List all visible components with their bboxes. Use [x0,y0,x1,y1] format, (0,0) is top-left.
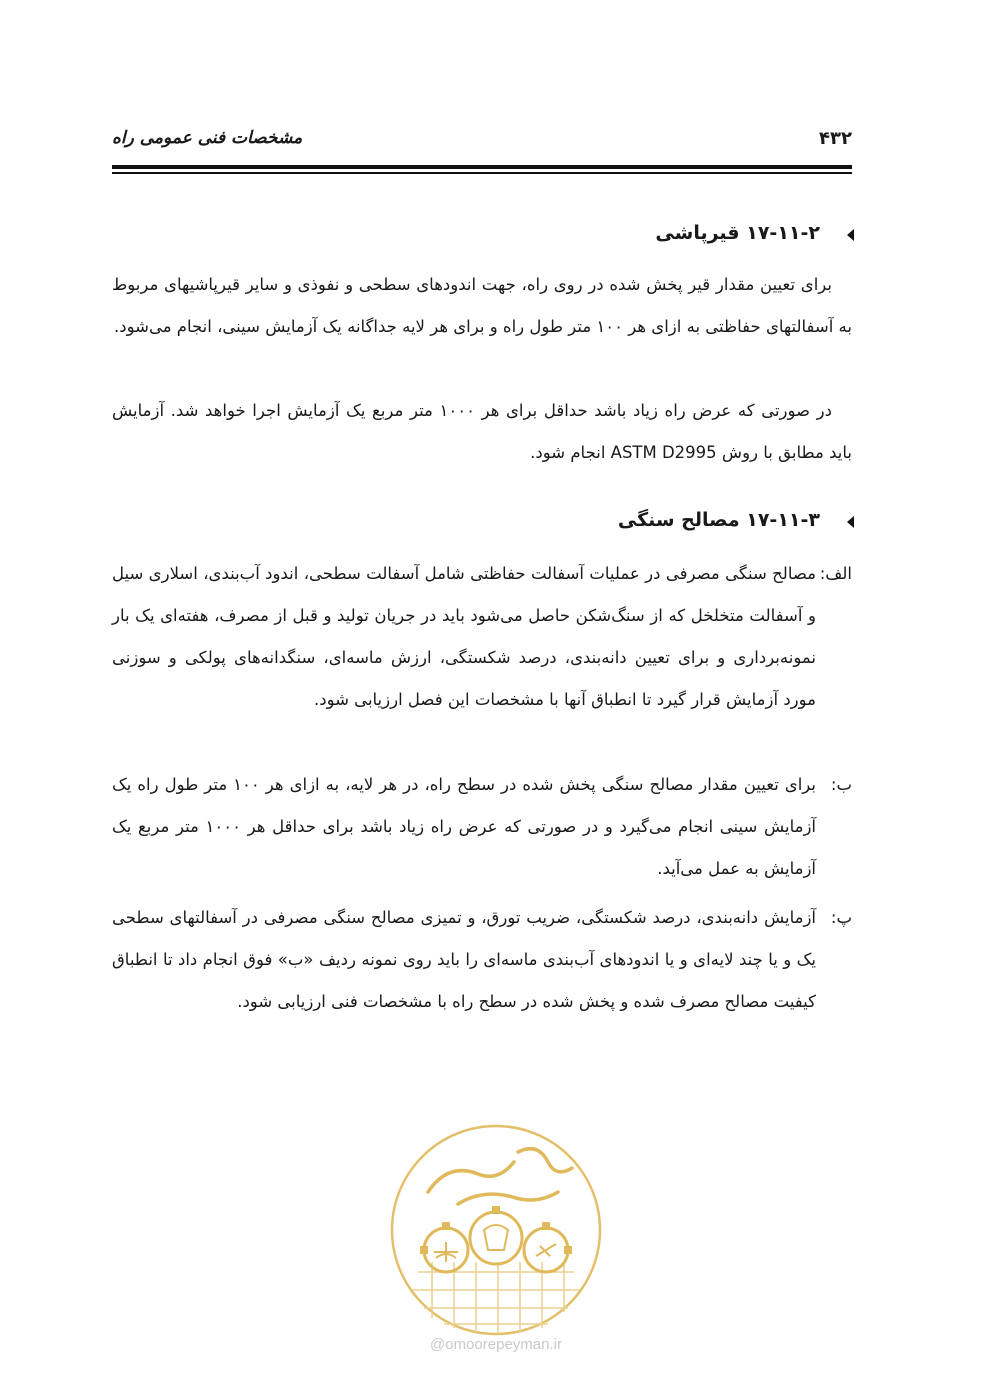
header-rule-thick [112,165,852,169]
watermark-caption: @omoorepeyman.ir [430,1336,562,1353]
page-header [112,128,852,158]
paragraph-1: برای تعیین مقدار قیر پخش شده در روی راه، جهت اندودهای سطحی و نفوذی و سایر قیرپاشیهای مربوط به آسفالتهای حفاظتی به ازای هر ۱۰۰ متر طول راه و برای هر لایه جداگانه یک آزمایش سینی، انجام می‌شود. [112,275,852,336]
list-item-be [112,764,852,890]
page-number: ۴۳۲ [819,128,852,149]
section-marker-icon [847,516,854,528]
list-item-pe [112,897,852,1065]
list-text: آزمایش دانه‌بندی، درصد شکستگی، ضریب تورق، و تمیزی مصالح سنگی مصرفی در آسفالتهای سطحی یک و یا چند لایه‌ای و یا اندودهای آب‌بندی ماسه‌ای را باید روی نمونه ردیف «ب» فوق انجام داد تا انطباق کیفیت مصالح مصرف شده و پخش شده در سطح راه با مشخصات فنی ارزیابی شود. [112,908,816,1011]
running-title: مشخصات فنی عمومی راه [112,128,303,148]
list-label: پ: [830,908,852,927]
section-marker-icon [847,229,854,241]
section-heading-aggregates: ۱۷-۱۱-۳ مصالح سنگی [617,509,820,531]
list-label: ب: [830,775,852,794]
list-text: مصالح سنگی مصرفی در عملیات آسفالت حفاظتی شامل آسفالت سطحی، اندود آب‌بندی، اسلاری سیل و آسفالت متخلخل که از سنگ‌شکن حاصل می‌شود باید در جریان تولید و قبل از مصرف، هفته‌ای یک بار نمونه‌برداری و برای تعیین دانه‌بندی، درصد شکستگی، ارزش ماسه‌ای، سنگدانه‌های پولکی و سوزنی مورد آزمایش قرار گیرد تا انطباق آنها با مشخصات این فصل ارزیابی شود. [112,564,816,709]
section-heading-tar-spraying: ۱۷-۱۱-۲ قیرپاشی [655,222,820,244]
paragraph-2: در صورتی که عرض راه زیاد باشد حداقل برای هر ۱۰۰۰ متر مربع یک آزمایش اجرا خواهد شد. آزمایش باید مطابق با روش ASTM D2995 انجام شود. [112,401,852,462]
header-rule-thin [112,172,852,174]
watermark-logo [388,1122,604,1338]
list-text: برای تعیین مقدار مصالح سنگی پخش شده در سطح راه، در هر لایه، به ازای هر ۱۰۰ متر طول راه یک آزمایش سینی انجام می‌گیرد و در صورتی که عرض راه زیاد باشد برای حداقل هر ۱۰۰۰ متر مربع یک آزمایش به عمل می‌آید. [112,775,817,878]
list-label: الف: [819,564,852,583]
list-item-alef [112,553,852,763]
